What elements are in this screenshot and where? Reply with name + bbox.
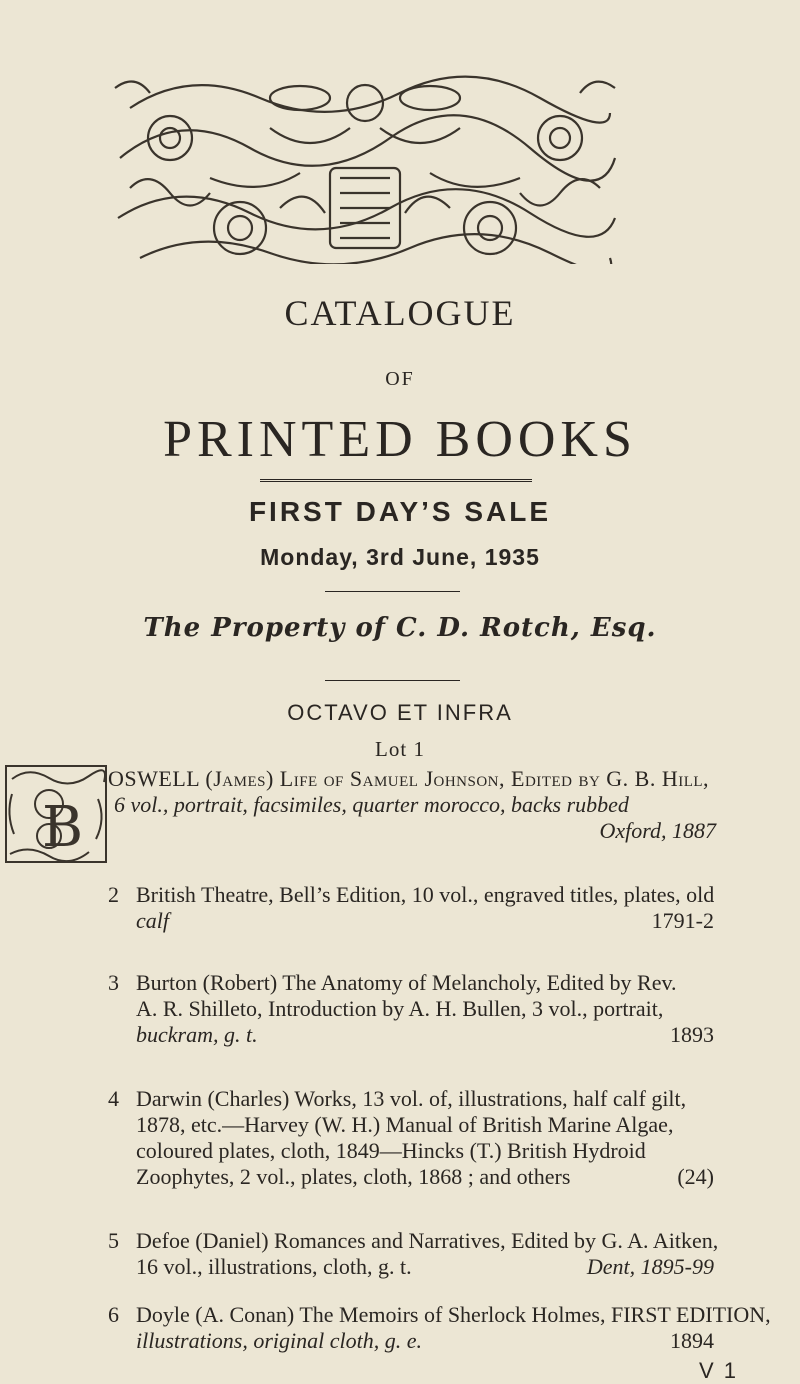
- lot-heading: Lot 1: [375, 737, 425, 761]
- lot-1: [108, 766, 716, 844]
- lot-description: 16 vol., illustrations, cloth, g. t. Dent, 1895-99: [136, 1254, 714, 1279]
- lot-description: illustrations, original cloth, g. e. 1894: [136, 1328, 714, 1353]
- lot-description: 1878, etc.—Harvey (W. H.) Manual of British Marine Algae,: [136, 1112, 674, 1137]
- divider-rule: [325, 680, 460, 681]
- lot-description: 6 vol., portrait, facsimiles, quarter morocco, backs rubbed: [114, 792, 629, 817]
- of-heading: OF: [385, 368, 415, 390]
- lot-description: coloured plates, cloth, 1849—Hincks (T.) British Hydroid: [136, 1138, 646, 1163]
- lot-title: British Theatre, Bell’s Edition, 10 vol., engraved titles, plates, old: [136, 882, 715, 907]
- printed-books-heading: PRINTED BOOKS: [163, 411, 637, 468]
- format-heading: OCTAVO ET INFRA: [287, 700, 513, 725]
- signature-mark: V 1: [698, 1358, 738, 1383]
- lot-imprint: 1791-2: [651, 908, 714, 933]
- lot-description: A. R. Shilleto, Introduction by A. H. Bullen, 3 vol., portrait,: [136, 996, 664, 1021]
- lot-number: 5: [108, 1228, 119, 1253]
- lot-imprint: Dent, 1895-99: [586, 1254, 714, 1279]
- lot-4: [108, 1086, 714, 1190]
- lot-title: Doyle (A. Conan) The Memoirs of Sherlock Holmes, FIRST EDITION,: [136, 1302, 771, 1327]
- lot-title: Darwin (Charles) Works, 13 vol. of, illustrations, half calf gilt,: [136, 1086, 687, 1111]
- decorated-initial-b: [4, 764, 108, 864]
- lot-3: [108, 970, 714, 1048]
- lot-6: [108, 1302, 771, 1354]
- lot-imprint: Oxford, 1887: [599, 818, 716, 843]
- lot-number: 3: [108, 970, 119, 995]
- lot-description: Zoophytes, 2 vol., plates, cloth, 1868 ; and others (24): [136, 1164, 714, 1189]
- ornamental-headpiece: [110, 68, 620, 264]
- lot-title: OSWELL (James) Life of Samuel Johnson, Edited by G. B. Hill,: [108, 766, 710, 791]
- lot-title: Defoe (Daniel) Romances and Narratives, Edited by G. A. Aitken,: [136, 1228, 719, 1253]
- svg-text:B: B: [42, 795, 84, 860]
- lot-description: calf 1791-2: [136, 908, 714, 933]
- lot-imprint: (24): [677, 1164, 714, 1189]
- divider-rule: [325, 591, 460, 592]
- lot-description: buckram, g. t. 1893: [136, 1022, 714, 1047]
- lot-imprint: 1894: [670, 1328, 714, 1353]
- catalogue-heading: CATALOGUE: [284, 293, 516, 333]
- property-line: The Property of C. D. Rotch, Esq.: [143, 613, 657, 643]
- lot-5: [108, 1228, 719, 1280]
- sale-date: Monday, 3rd June, 1935: [260, 544, 540, 570]
- lot-imprint: 1893: [670, 1022, 714, 1047]
- lot-number: 4: [108, 1086, 119, 1111]
- lot-2: [108, 882, 715, 934]
- lot-number: 6: [108, 1302, 119, 1327]
- double-rule: [260, 479, 532, 482]
- sale-day-heading: FIRST DAY’S SALE: [248, 496, 552, 527]
- lot-title: Burton (Robert) The Anatomy of Melancholy, Edited by Rev.: [136, 970, 677, 995]
- lot-number: 2: [108, 882, 119, 907]
